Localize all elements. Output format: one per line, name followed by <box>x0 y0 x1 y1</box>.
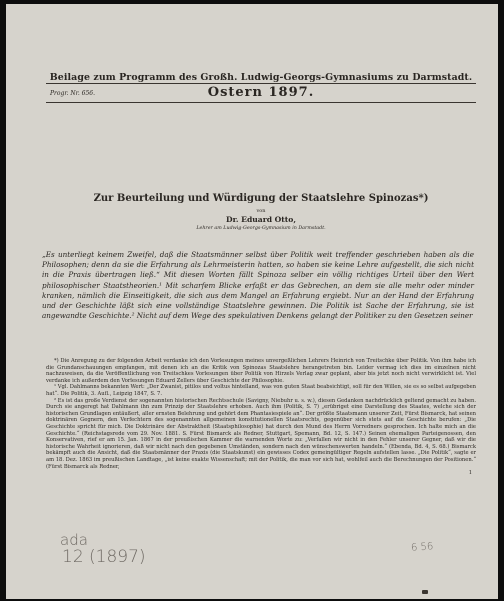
season-year: Ostern 1897. <box>207 85 315 100</box>
pencil-annotation: ada <box>60 531 88 549</box>
header-rule-top <box>46 83 476 84</box>
header-title: Beilage zum Programm des Großh. Ludwig-Georgs-Gymnasiums zu Darmstadt. <box>49 72 473 83</box>
footnotes <box>46 358 476 477</box>
footnote: ¹ Vgl. Dahlmanns bekannten Wert: „Der Zwanist, pitilos und voltus hintelland, was von guten Staat beabsichtigt, soll für den Willen, sie es so selbst aufgegeben hat“. Die Politik, 3. Aufl., Leipzig 1847, S. 7. <box>46 384 476 397</box>
ink-mark <box>422 590 428 594</box>
pencil-annotation: 6 56 <box>410 541 434 554</box>
article-author-role: Lehrer am Ludwig-Georgs-Gymnasium in Darmstadt. <box>196 226 326 231</box>
program-number: Progr. Nr. 656. <box>50 90 96 97</box>
footnote: *) Die Anregung zu der folgenden Arbeit verdanke ich den Vorlesungen meines unvergeßlichen Lehrers Heinrich von Treitschke über Politik. Von ihm habe ich die Grundanschauungen empfangen, mit denen ich an die Kritik von Spinozas Staatslehre herangetreten bin. Leider vermag ich dies im einzelnen nicht nachzuweisen, da die Veröffentlichung von Treitschkes Vorlesungen über Politik von Hirzels Verlag zwar geplant, aber bis jetzt noch nicht verwirklicht ist. Viel verdanke ich außerdem den Vorlesungen Eduard Zellers über Geschichte der Philosophie. <box>46 358 476 384</box>
document-page <box>6 4 498 599</box>
pencil-annotation: 12 (1897) <box>62 547 146 567</box>
article-title: Zur Beurteilung und Würdigung der Staatslehre Spinozas*) <box>93 193 429 204</box>
footnote-continuation-mark: 1 <box>468 470 472 477</box>
article-author: Dr. Eduard Otto, <box>225 215 296 224</box>
article-by: von <box>256 208 266 214</box>
header-rule-bottom <box>46 102 476 103</box>
footnote: ² Es ist das große Verdienst der sogenannten historischen Rechtsschule (Savigny, Niebuhr u. s. w.), diesen Gedanken nachdrücklich geltend gemacht zu haben. Durch sie angeregt hat Dahlmann ihn zum Prinzip der Staatslehre erhoben. Auch ihm (Politik, S. 7) „erübriget eine Darstellung des Staates, welche sich der historischen Grundlagen entäußert, aller ernsten Belehrung und gehört dem Phantasiespiele an“. Der größte Staatsmann unserer Zeit, Fürst Bismarck, hat seinen doktrinären Gegnern, den Verfechtern des sogenannten allgemeinen konstitutionellen Staatsrechts, gegenüber sich stets auf die Geschichte berufen: „Die Geschichte spricht für mich. Die Doktrinäre der Abstraktheit (Staatsphilosophie) hat durch den Mund des Herrn Vorredners gesprochen. Ich halte mich an die Geschichte.“ (Reichstagsrede vom 29. Nov. 1881. S. Fürst Bismarck als Redner, Stuttgart, Spemann, Bd. 12, S. 147.) Seinen ehemaligen Parteigenossen, den Konservativen, rief er am 15. Jan. 1867 in der preußischen Kammer die warnenden Worte zu: „Verfallen wir nicht in den Fehler unserer Gegner, daß wir die historische Wahrheit ignorieren, daß wir nicht nach den gegebenen Umständen, sondern nach den wünschenswerten handeln.“ (Ebenda, Bd. 4, S. 68.) Bismarck bekämpft auch die Ansicht, daß die Staatsmänner der Praxis (die Staatskunst) ein gewisses Codex gemeingültiger Regeln aufstellen lasse. „Die Politik“, sagte er am 18. Dez. 1863 im preußischen Landtage, „ist keine exakte Wissenschaft; mit der Politik, die man vor sich hat, wohlfeil auch die Berechnungen der Positionen.“ (Fürst Bismarck als Redner, <box>46 397 476 470</box>
body-paragraph: „Es unterliegt keinem Zweifel, daß die Staatsmänner selbst über Politik weit treffender geschrieben haben als die Philosophen; denn da sie die Erfahrung als Lehrmeisterin hatten, so haben sie keine Lehre aufgestellt, die sich nicht in die Praxis übertragen ließ.“ Mit diesen Worten fällt Spinoza selber ein völlig richtiges Urteil über den Wert philosophischer Staatstheorien.¹ Mit scharfem Blicke erfaßt er das Gebrechen, an dem sie alle mehr oder minder kranken, nämlich die Einseitigkeit, die sich aus dem Mangel an Erfahrung ergiebt. Nur an der Hand der Erfahrung und der Geschichte läßt sich eine vollständige Staatslehre gewinnen. Die Politik ist Sache der Erfahrung, sie ist angewandte Geschichte.² Nicht auf dem Wege des spekulativen Denkens gelangt der Politiker zu den Gesetzen seiner <box>42 250 474 321</box>
